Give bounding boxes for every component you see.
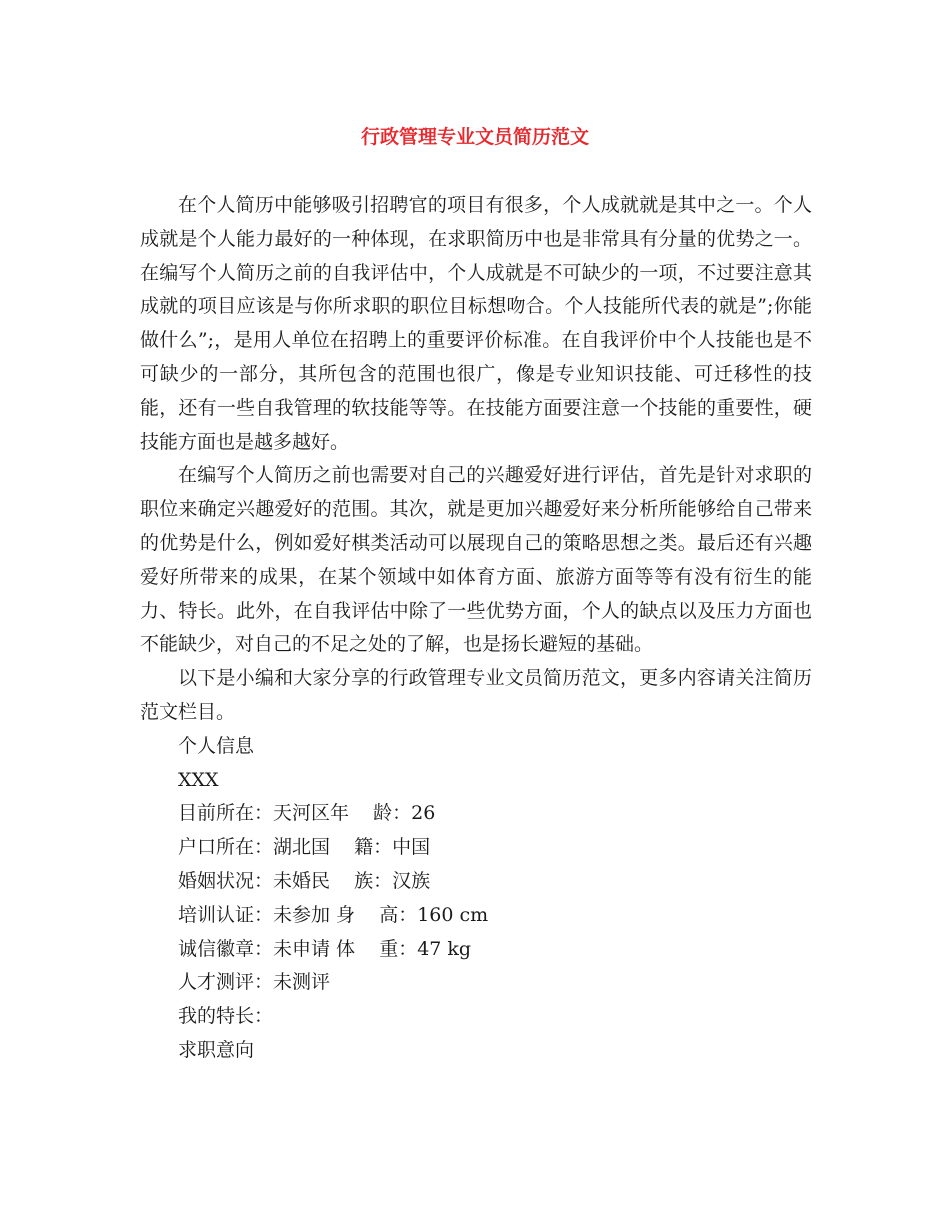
info-marital-ethnicity: 婚姻状况：未婚民 族：汉族: [178, 869, 431, 892]
info-badge-weight: 诚信徽章：未申请 体 重：47 kg: [178, 937, 472, 960]
personal-info-list: [140, 730, 812, 1068]
document-body: [140, 189, 812, 1068]
paragraph-interests: 在编写个人简历之前也需要对自己的兴趣爱好进行评估，首先是针对求职的职位来确定兴趣爱好的范围。其次，就是更加兴趣爱好来分析所能够给自己带来的优势是什么，例如爱好棋类活动可以展现自己的策略思想之类。最后还有兴趣爱好所带来的成果，在某个领域中如体育方面、旅游方面等等有没有衍生的能力、特长。此外，在自我评估中除了一些优势方面，个人的缺点以及压力方面也不能缺少，对自己的不足之处的了解，也是扬长避短的基础。: [140, 464, 812, 656]
info-heading: 个人信息: [178, 734, 255, 757]
info-location-age: 目前所在：天河区年 龄：26: [178, 802, 436, 825]
info-hukou-nationality: 户口所在：湖北国 籍：中国: [178, 836, 431, 859]
info-specialty: 我的特长：: [178, 1005, 274, 1028]
info-assessment: 人才测评：未测评: [178, 971, 331, 994]
paragraph-achievements: 在个人简历中能够吸引招聘官的项目有很多，个人成就就是其中之一。个人成就是个人能力最好的一种体现，在求职简历中也是非常具有分量的优势之一。在编写个人简历之前的自我评估中，个人成就是不可缺少的一项，不过要注意其成就的项目应该是与你所求职的职位目标想吻合。个人技能所代表的就是”;你能做什么”;，是用人单位在招聘上的重要评价标准。在自我评价中个人技能也是不可缺少的一部分，其所包含的范围也很广，像是专业知识技能、可迁移性的技能，还有一些自我管理的软技能等等。在技能方面要注意一个技能的重要性，硬技能方面也是越多越好。: [140, 194, 812, 453]
info-training-height: 培训认证：未参加 身 高：160 cm: [178, 903, 489, 926]
paragraph-intro: 以下是小编和大家分享的行政管理专业文员简历范文，更多内容请关注简历范文栏目。: [140, 667, 812, 723]
info-name: XXX: [178, 768, 219, 791]
document-title: 行政管理专业文员简历范文: [360, 126, 589, 148]
info-job-intention: 求职意向: [178, 1038, 255, 1061]
